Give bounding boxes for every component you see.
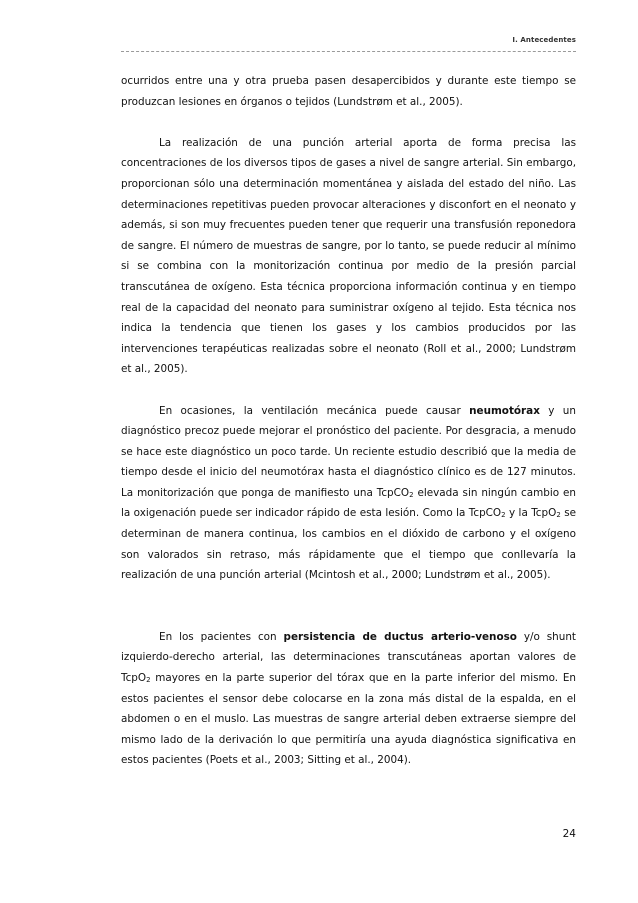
body-text — [121, 71, 576, 771]
page-number: 24 — [562, 828, 576, 840]
subscript: 2 — [146, 676, 151, 685]
text-run: En ocasiones, la ventilación mecánica puede causar — [159, 404, 470, 417]
text-run: y un diagnóstico precoz puede mejorar el pronóstico del paciente. Por desgracia, a menudo se hace este diagnóstico un poco tarde. Un reciente estudio describió que la media de tiempo desde el inicio del neumotórax hasta el diagnóstico clínico es de 127 minutos. La monitorización que ponga de manifiesto una TcpCO — [121, 404, 576, 499]
paragraph-ductus — [121, 627, 576, 771]
paragraph-continuation: ocurridos entre una y otra prueba pasen desapercibidos y durante este tiempo se produzcan lesiones en órganos o tejidos (Lundstrøm et al., 2005). — [121, 75, 576, 108]
text-run: y la TcpO — [505, 507, 557, 520]
paragraph-pneumothorax — [121, 401, 576, 586]
header-divider — [121, 51, 576, 52]
text-run: En los pacientes con — [159, 630, 284, 643]
text-run: y/o shunt izquierdo-derecho arterial, las determinaciones transcutáneas aportan valores de TcpO — [121, 630, 577, 685]
subscript: 2 — [501, 511, 506, 520]
subscript: 2 — [556, 511, 561, 520]
text-run: se determinan de manera continua, los cambios en el dióxido de carbono y el oxígeno son valorados sin retraso, más rápidamente que el tiempo que conllevaría la realización de una punción arterial (Mcintosh et al., 2000; Lundstrøm et al., 2005). — [121, 507, 577, 582]
paragraph-arterial-puncture: La realización de una punción arterial aporta de forma precisa las concentraciones de los diversos tipos de gases a nivel de sangre arterial. Sin embargo, proporcionan sólo una determinación momentánea y aislada del estado del niño. Las determinaciones repetitivas pueden provocar alteraciones y disconfort en el neonato y además, si son muy frecuentes pueden tener que requerir una transfusión reponedora de sangre. El número de muestras de sangre, por lo tanto, se puede reducir al mínimo si se combina con la monitorización continua por medio de la presión parcial transcutánea de oxígeno. Esta técnica proporciona información continua y en tiempo real de la capacidad del neonato para suministrar oxígeno al tejido. Esta técnica nos indica la tendencia que tienen los gases y los cambios producidos por las intervenciones terapéuticas realizadas sobre el neonato (Roll et al., 2000; Lundstrøm et al., 2005). — [121, 136, 576, 376]
subscript: 2 — [409, 490, 414, 499]
text-run: elevada sin ningún cambio en la oxigenación puede ser indicador rápido de esta lesión. Como la TcpCO — [121, 486, 576, 520]
bold-term-neumotorax: neumotórax — [469, 404, 540, 417]
bold-term-ductus: persistencia de ductus arterio-venoso — [283, 630, 517, 643]
running-header: I. Antecedentes — [512, 36, 576, 44]
text-run: mayores en la parte superior del tórax que en la parte inferior del mismo. En estos pacientes el sensor debe colocarse en la zona más distal de la espalda, en el abdomen o en el muslo. Las muestras de sangre arterial deben extraerse siempre del mismo lado de la derivación lo que permitiría una ayuda diagnóstica significativa en estos pacientes (Poets et al., 2003; Sitting et al., 2004). — [121, 672, 576, 767]
